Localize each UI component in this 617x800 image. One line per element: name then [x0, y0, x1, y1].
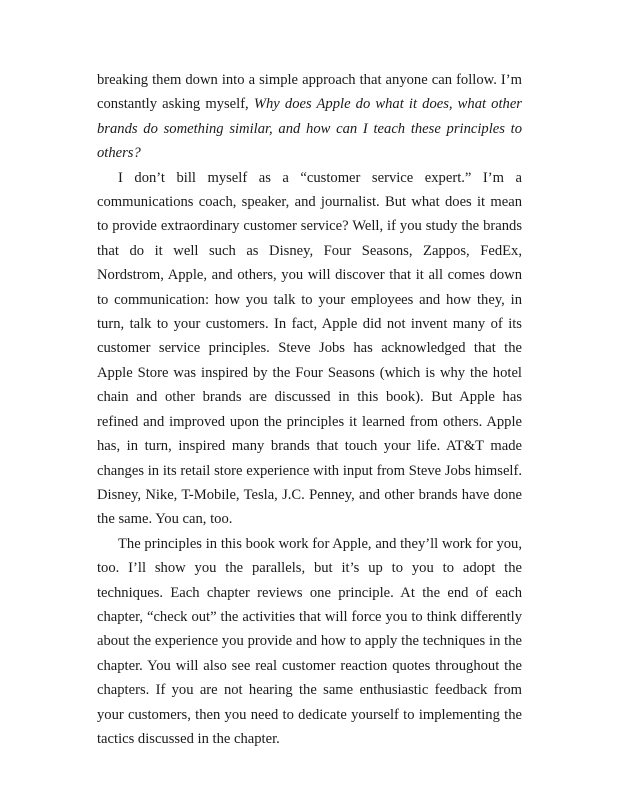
paragraph-1-emphasis: Why does Apple do what it does, what other brands do something similar, and how can I teach these principles to others?	[97, 96, 522, 162]
paragraph-3: The principles in this book work for Apple, and they’ll work for you, too. I’ll show you the parallels, but it’s up to you to adopt the techniques. Each chapter reviews one principle. At the end of each chapter, “check out” the activities that will force you to think differently about the experience you provide and how to apply the techniques in the chapter. You will also see real customer reaction quotes throughout the chapters. If you are not hearing the same enthusiastic feedback from your customers, then you need to dedicate yourself to implementing the tactics discussed in the chapter.	[97, 535, 522, 747]
page-body	[97, 68, 522, 751]
paragraph-2: I don’t bill myself as a “customer service expert.” I’m a communications coach, speaker, and journalist. But what does it mean to provide extraordinary customer service? Well, if you study the brands that do it well such as Disney, Four Seasons, Zappos, FedEx, Nordstrom, Apple, and others, you will discover that it all comes down to communication: how you talk to your employees and how they, in turn, talk to your customers. In fact, Apple did not invent many of its customer service principles. Steve Jobs has acknowledged that the Apple Store was inspired by the Four Seasons (which is why the hotel chain and other brands are discussed in this book). But Apple has refined and improved upon the principles it learned from others. Apple has, in turn, inspired many brands that touch your life. AT&T made changes in its retail store experience with input from Steve Jobs himself. Disney, Nike, T-Mobile, Tesla, J.C. Penney, and other brands have done the same. You can, too.	[97, 169, 522, 528]
paragraph-1-lead: breaking them down into a simple approach that anyone can follow. I’m constantly asking myself,	[97, 72, 522, 113]
paragraph-1	[97, 68, 522, 166]
